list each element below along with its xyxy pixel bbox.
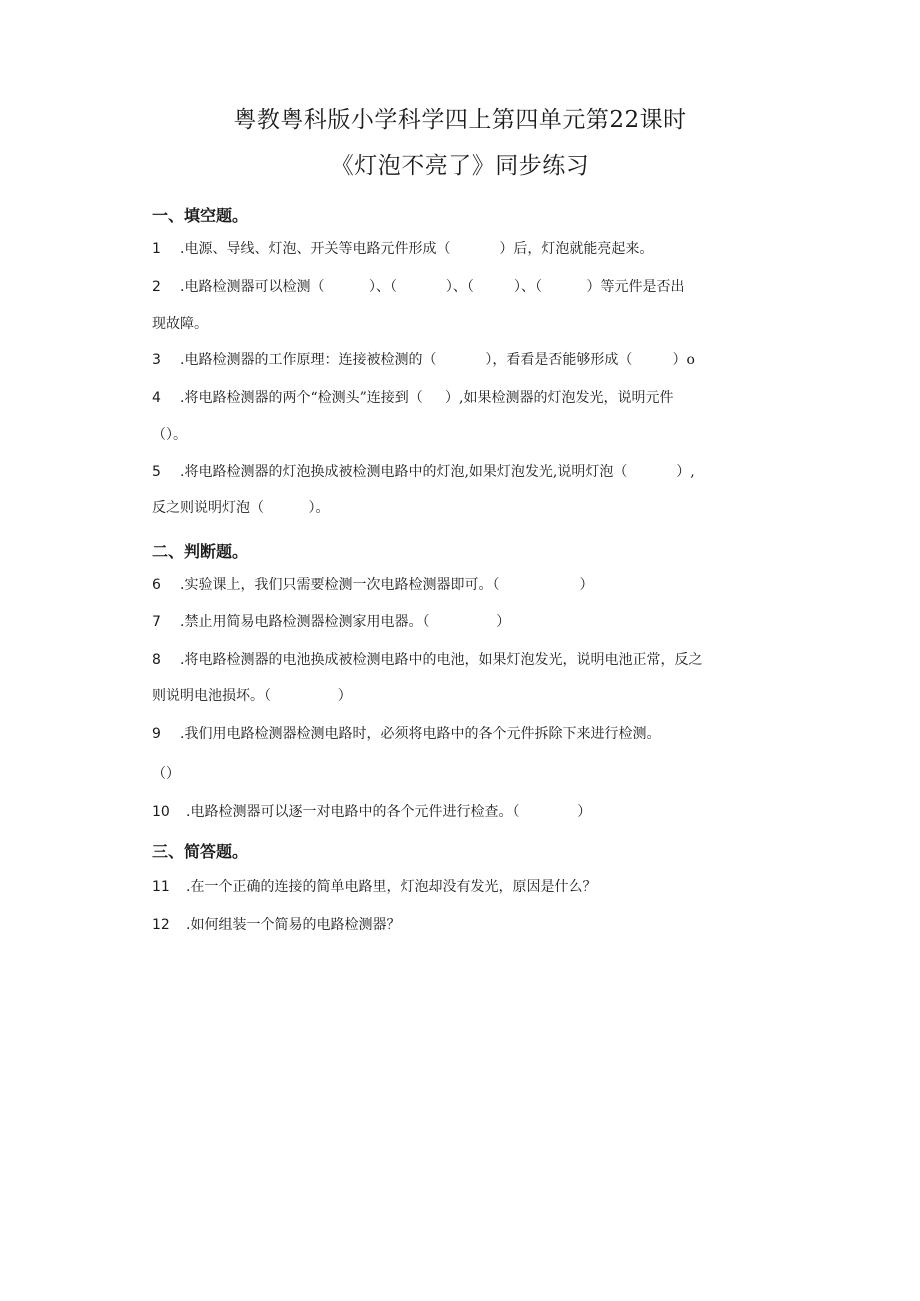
question-11	[152, 876, 596, 896]
question-number: 3	[152, 352, 161, 368]
question-number: 10	[152, 804, 170, 820]
question-text: .禁止用简易电路检测器检测家用电器。（ ）	[180, 614, 511, 630]
question-2-continued: 现故障。	[152, 316, 208, 332]
question-9	[152, 723, 660, 743]
section-short-answer: 三、简答题。	[152, 842, 249, 861]
question-text: .电路检测器可以逐一对电路中的各个元件进行检查。（ ）	[186, 804, 592, 820]
page-title: 粤教粤科版小学科学四上第四单元第22课时	[233, 107, 687, 133]
question-text: .将电路检测器的电池换成被检测电路中的电池，如果灯泡发光，说明电池正常，反之	[180, 652, 703, 668]
question-text: .电源、导线、灯泡、开关等电路元件形成（ ）后，灯泡就能亮起来。	[180, 241, 654, 257]
question-text: .实验课上，我们只需要检测一次电路检测器即可。（ ）	[180, 577, 594, 593]
page-subtitle: 《灯泡不亮了》同步练习	[330, 153, 590, 179]
question-number: 5	[152, 464, 161, 480]
question-number: 8	[152, 652, 161, 668]
question-number: 2	[152, 279, 161, 295]
question-1	[152, 238, 653, 258]
question-number: 11	[152, 879, 170, 895]
question-number: 12	[152, 917, 170, 933]
question-number: 7	[152, 614, 161, 630]
question-10	[152, 801, 591, 821]
question-number: 4	[152, 390, 161, 406]
question-text: .如何组装一个简易的电路检测器？	[186, 917, 401, 933]
question-text: .电路检测器的工作原理：连接被检测的（ ），看看是否能够形成（ ）o	[180, 352, 695, 368]
question-9-continued: （）	[152, 766, 180, 782]
section-true-false: 二、判断题。	[152, 542, 249, 561]
question-6	[152, 574, 594, 594]
question-8	[152, 649, 702, 669]
question-3	[152, 349, 695, 369]
section-fill-in-blank: 一、填空题。	[152, 206, 249, 225]
question-2	[152, 276, 684, 296]
question-4-continued: （）。	[152, 427, 187, 443]
question-text: .将电路检测器的两个“检测头”连接到（ ）,如果检测器的灯泡发光，说明元件	[180, 390, 674, 406]
question-5	[152, 461, 695, 481]
question-text: .在一个正确的连接的简单电路里，灯泡却没有发光，原因是什么？	[186, 879, 597, 895]
question-8-continued: 则说明电池损坏。（ ）	[152, 688, 352, 704]
question-number: 9	[152, 726, 161, 742]
question-text: .电路检测器可以检测（ ）、（ ）、（ ）、（ ）等元件是否出	[180, 279, 685, 295]
question-4	[152, 387, 673, 407]
question-12	[152, 914, 400, 934]
question-text: .我们用电路检测器检测电路时，必须将电路中的各个元件拆除下来进行检测。	[180, 726, 661, 742]
question-text: .将电路检测器的灯泡换成被检测电路中的灯泡,如果灯泡发光,说明灯泡（ ）,	[180, 464, 695, 480]
question-number: 6	[152, 577, 161, 593]
question-7	[152, 611, 510, 631]
question-number: 1	[152, 241, 161, 257]
question-5-continued: 反之则说明灯泡（ ）。	[152, 500, 330, 516]
